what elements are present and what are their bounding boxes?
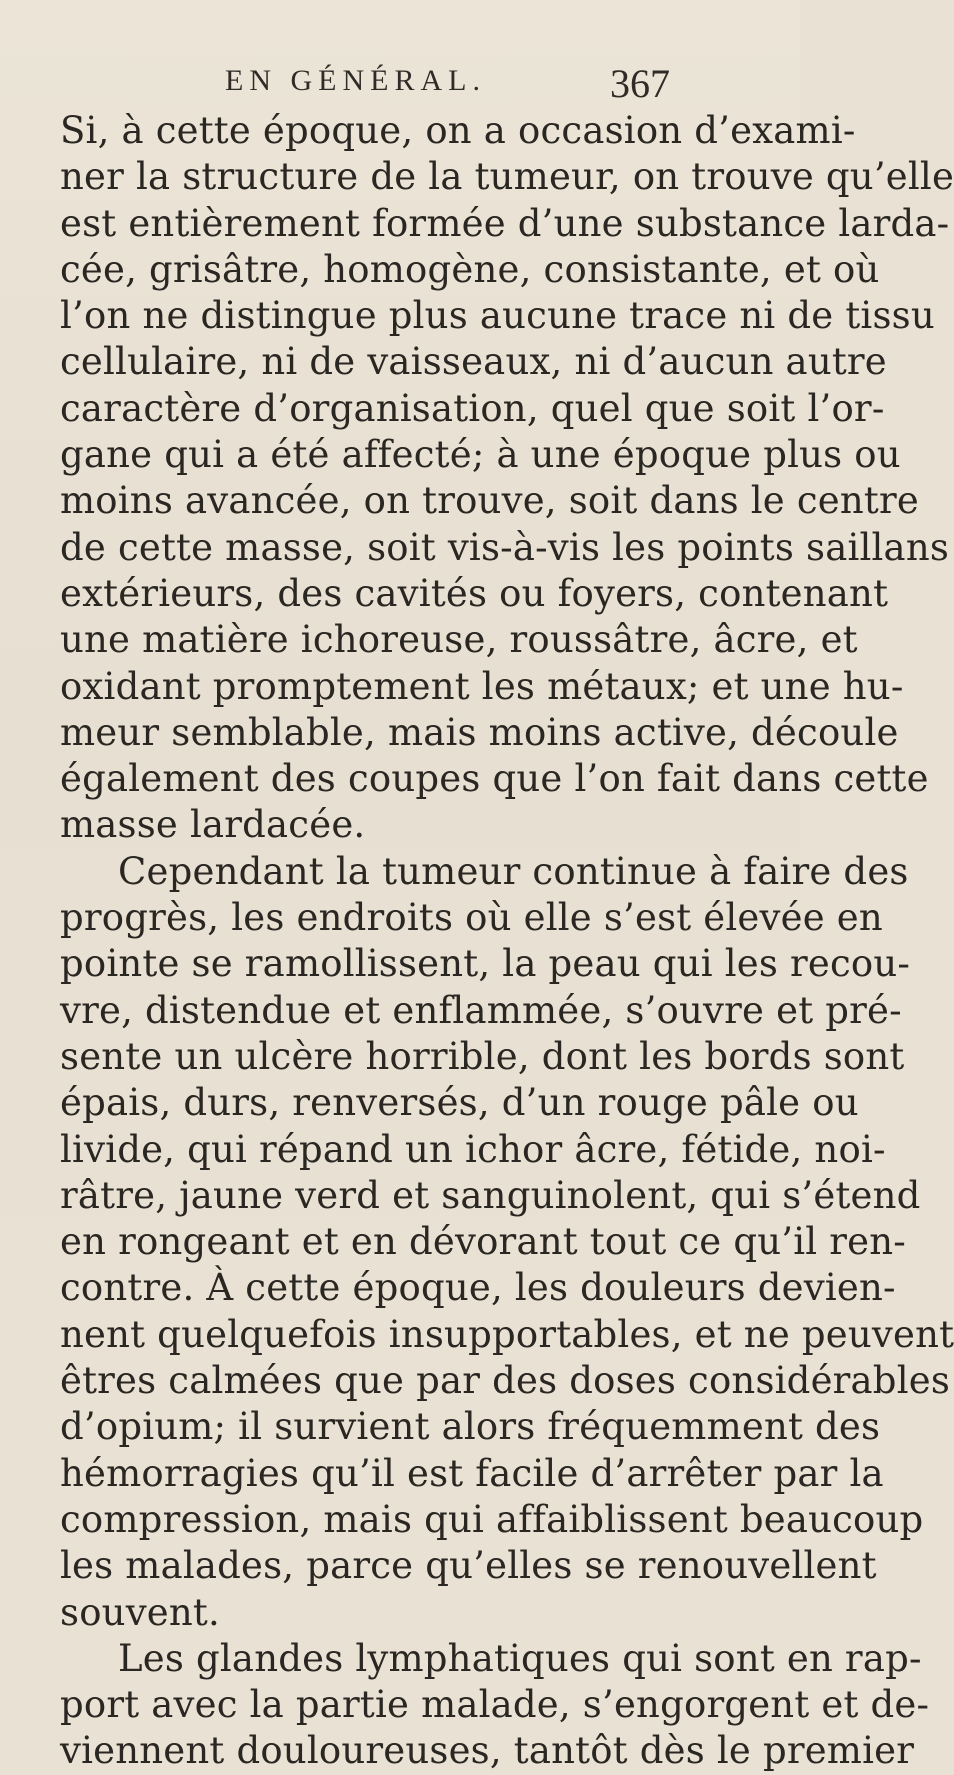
text-line: gane qui a été affecté; à une époque plus ou xyxy=(60,433,901,477)
text-line: masse lardacée. xyxy=(60,803,366,847)
text-line: moins avancée, on trouve, soit dans le centre xyxy=(60,479,919,523)
text-line: cée, grisâtre, homogène, consistante, et où xyxy=(60,247,880,291)
text-line: Cependant la tumeur continue à faire des xyxy=(118,849,909,893)
body-text xyxy=(60,108,954,1775)
text-line: l’on ne distingue plus aucune trace ni de tissu xyxy=(60,294,935,338)
text-line: extérieurs, des cavités ou foyers, contenant xyxy=(60,571,889,615)
text-line: pointe se ramollissent, la peau qui les recou- xyxy=(60,942,911,986)
running-head: EN GÉNÉRAL. xyxy=(225,64,486,97)
text-line: également des coupes que l’on fait dans cette xyxy=(60,757,929,801)
text-line: d’opium; il survient alors fréquemment des xyxy=(60,1405,881,1449)
text-line: les malades, parce qu’elles se renouvellent xyxy=(60,1544,877,1588)
text-line: cellulaire, ni de vaisseaux, ni d’aucun autre xyxy=(60,340,887,384)
text-line: est entièrement formée d’une substance larda- xyxy=(60,201,950,245)
text-line: contre. À cette époque, les douleurs devien- xyxy=(60,1266,896,1310)
text-line: êtres calmées que par des doses considérables xyxy=(60,1359,951,1403)
text-line: nent quelquefois insupportables, et ne peuvent xyxy=(60,1312,954,1356)
text-line: sente un ulcère horrible, dont les bords sont xyxy=(60,1034,905,1078)
text-line: de cette masse, soit vis-à-vis les points saillans xyxy=(60,525,950,569)
text-line: râtre, jaune verd et sanguinolent, qui s’étend xyxy=(60,1173,921,1217)
text-line: hémorragies qu’il est facile d’arrêter par la xyxy=(60,1451,884,1495)
text-line: viennent douloureuses, tantôt dès le premier xyxy=(60,1729,915,1773)
text-line: caractère d’organisation, quel que soit l’or- xyxy=(60,386,885,430)
text-line: une matière ichoreuse, roussâtre, âcre, et xyxy=(60,618,858,662)
page-header xyxy=(0,60,800,110)
text-line: meur semblable, mais moins active, découle xyxy=(60,710,899,754)
text-line: en rongeant et en dévorant tout ce qu’il ren- xyxy=(60,1220,906,1264)
text-line: vre, distendue et enflammée, s’ouvre et pré- xyxy=(60,988,902,1032)
text-line: épais, durs, renversés, d’un rouge pâle ou xyxy=(60,1081,859,1125)
text-line: livide, qui répand un ichor âcre, fétide, noi- xyxy=(60,1127,886,1171)
text-line: souvent. xyxy=(60,1590,220,1634)
text-line: ner la structure de la tumeur, on trouve qu’elle xyxy=(60,155,954,199)
text-line: Si, à cette époque, on a occasion d’exami- xyxy=(60,109,856,152)
text-line: Les glandes lymphatiques qui sont en rap- xyxy=(118,1636,922,1680)
text-line: port avec la partie malade, s’engorgent et de- xyxy=(60,1683,930,1727)
page-number: 367 xyxy=(610,61,670,106)
text-line: progrès, les endroits où elle s’est élevée en xyxy=(60,896,883,940)
text-line: oxidant promptement les métaux; et une hu- xyxy=(60,664,904,708)
text-line: compression, mais qui affaiblissent beaucoup xyxy=(60,1497,924,1541)
